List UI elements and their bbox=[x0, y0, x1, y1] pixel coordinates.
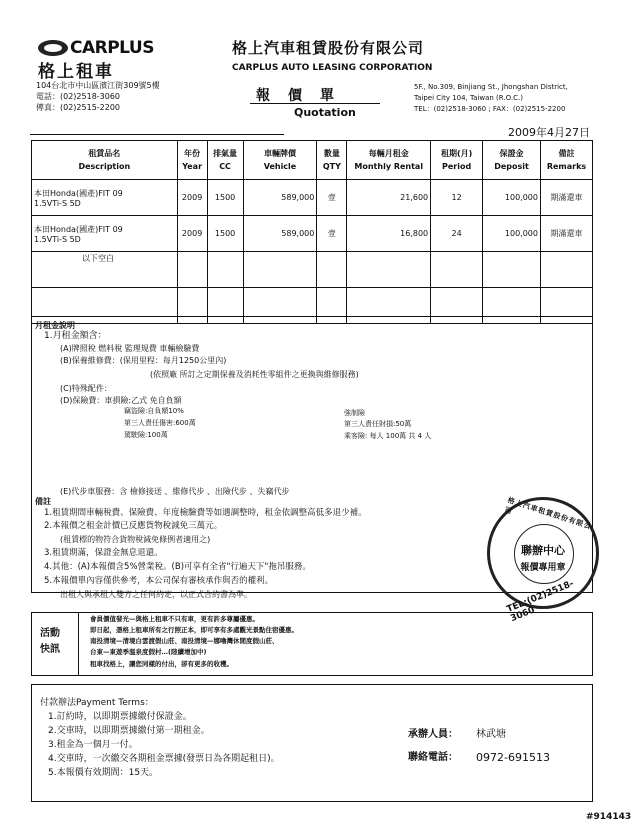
quotation-table bbox=[31, 140, 593, 324]
contact-phone: 0972-691513 bbox=[476, 751, 550, 764]
company-seal: 格上汽車租賃股份有限公司 聯辦中心 報價專用章 TEL:(02)2518-3060 bbox=[487, 497, 599, 609]
activity-label-2: 快訊 bbox=[40, 644, 60, 655]
blank-note: 以下空白 bbox=[82, 254, 114, 263]
logo-text-en: CARPLUS bbox=[70, 38, 154, 58]
company-name-en: CARPLUS AUTO LEASING CORPORATION bbox=[232, 63, 433, 73]
th-vehicle: 車輛牌價 Vehicle bbox=[243, 141, 317, 180]
rent-note-line: 駕駛險:100萬 bbox=[124, 431, 168, 439]
rent-note-line: (依照廠 所訂之定期保養及消耗性零組件之更換與維修服務) bbox=[150, 370, 359, 379]
logo-text-zh: 格上租車 bbox=[38, 62, 114, 82]
rent-note-line: (D)保險費：車損險:乙式 免自負額 bbox=[60, 396, 182, 405]
rent-note-line: 乘客險: 每人 100萬 共 4 人 bbox=[344, 432, 432, 440]
doc-title-en: Quotation bbox=[294, 106, 356, 119]
doc-title-zh: 報價單 bbox=[256, 88, 352, 104]
activity-line: 台東—東遊季溫泉度假村…(陸續增加中) bbox=[90, 648, 207, 656]
rent-note-line: 第三人責任財損:50萬 bbox=[344, 420, 412, 428]
remark-line: 3.租賃期滿，保證金無息退還。 bbox=[44, 548, 163, 558]
th-remarks: 備註 Remarks bbox=[540, 141, 592, 180]
payment-line: 3.租金為一個月一付。 bbox=[48, 740, 138, 750]
payment-line: 5.本報價有效期間：15天。 bbox=[48, 768, 159, 778]
activity-divider bbox=[78, 612, 79, 676]
rent-note-line: 第三人責任傷害:600萬 bbox=[124, 419, 196, 427]
activity-line: 南投清境—清境白雲渡假山莊、南投清境—娜嚕灣休閒度假山莊、 bbox=[90, 637, 279, 645]
stamp-number: #914143 bbox=[586, 812, 632, 822]
remark-line: 5.本報價單內容僅供參考，本公司保有審核承作與否的權利。 bbox=[44, 576, 274, 586]
rent-note-line: (C)特殊配件： bbox=[60, 384, 112, 393]
table-row-blank bbox=[32, 252, 593, 288]
title-underline bbox=[250, 103, 380, 104]
th-monthly-rental: 每輛月租金 Monthly Rental bbox=[347, 141, 431, 180]
rent-note-line: (A)牌照稅 燃料稅 監理規費 車輛檢驗費 bbox=[60, 344, 200, 353]
rent-notes-heading: 月租金說明 bbox=[35, 321, 75, 330]
contact-name: 林武塘 bbox=[476, 729, 506, 740]
rent-note-line: (E)代步車服務：含 檢修接送 、維修代步 、出險代步 、失竊代步 bbox=[60, 487, 290, 496]
th-deposit: 保證金 Deposit bbox=[483, 141, 541, 180]
th-year: 年份 Year bbox=[177, 141, 207, 180]
activity-line: 會員價值發光—與格上租車不只有車，更有許多尊屬優惠。 bbox=[90, 615, 259, 623]
quote-date: 2009年4月27日 bbox=[508, 126, 590, 139]
rent-note-line: (B)保養維修費：(保用里程：每月1250公里內) bbox=[60, 356, 227, 365]
table-header-row bbox=[32, 141, 593, 180]
th-period: 租期(月) Period bbox=[431, 141, 483, 180]
remark-line: 出租人與承租人雙方之任何約定，以正式合約書為準。 bbox=[60, 590, 252, 599]
table-row: 本田Honda(國產)FIT 09 1.5VTi-S 5D 2009 1500 589,000 壹 21,600 12 100,000 期滿還車 bbox=[32, 180, 593, 216]
rent-note-line: 強制險 bbox=[344, 409, 365, 417]
company-name-zh: 格上汽車租賃股份有限公司 bbox=[232, 39, 425, 57]
activity-label-1: 活動 bbox=[40, 628, 60, 639]
rent-note-line: 1.月租金額含： bbox=[44, 331, 107, 341]
company-address-en: 5F., No.309, Binjiang St., Jhongshan District, Taipei City 104, Taiwan (R.O.C.) TEL：(02)2518-3060 ; FAX：(02)2515-2200 bbox=[414, 83, 568, 113]
phone-label: 聯絡電話： bbox=[408, 752, 458, 763]
th-description: 租賃品名 Description bbox=[32, 141, 178, 180]
rent-note-line: 竊盜險:自負額10% bbox=[124, 407, 184, 415]
th-qty: 數量 QTY bbox=[317, 141, 347, 180]
activity-line: 即日起，憑格上租車所有之行照正本，即可享有多處觀光景點住宿優惠。 bbox=[90, 626, 298, 634]
remark-line: 1.租賃期間車輛稅費、保險費、年度檢驗費等如遇調整時，租金依調整高低多退少補。 bbox=[44, 508, 367, 518]
contact-label: 承辦人員： bbox=[408, 729, 458, 740]
company-tel: 電話：(02)2518-3060 bbox=[36, 92, 121, 101]
payment-line: 1.訂約時，以即期票據繳付保證金。 bbox=[48, 712, 192, 722]
header-divider bbox=[30, 134, 284, 135]
table-row: 本田Honda(國產)FIT 09 1.5VTi-S 5D 2009 1500 589,000 壹 16,800 24 100,000 期滿還車 bbox=[32, 216, 593, 252]
remark-line: (租賃標的物符合貨物稅減免條例者適用之) bbox=[60, 535, 211, 544]
company-fax: 傳真：(02)2515-2200 bbox=[36, 103, 121, 112]
company-address: 104台北市中山區濱江街309號5樓 bbox=[36, 81, 160, 90]
remark-line: 4.其他：(A)本報價含5%營業稅。(B)可享有全省"行遍天下"拖吊服務。 bbox=[44, 562, 311, 572]
remark-line: 2.本報價之租金計價已反應貨物稅減免三萬元。 bbox=[44, 521, 223, 531]
remarks-heading: 備註 bbox=[35, 497, 51, 506]
payment-heading: 付款辦法Payment Terms： bbox=[40, 698, 154, 708]
payment-line: 4.交車時，一次繳交各期租金票據(發票日為各期起租日)。 bbox=[48, 754, 280, 764]
carplus-logo-icon bbox=[38, 40, 68, 56]
activity-line: 租車找格上，讓您同樣的付出，卻有更多的收穫。 bbox=[90, 660, 233, 668]
th-cc: 排氣量 CC bbox=[207, 141, 243, 180]
payment-line: 2.交車時，以即期票據繳付第一期租金。 bbox=[48, 726, 210, 736]
